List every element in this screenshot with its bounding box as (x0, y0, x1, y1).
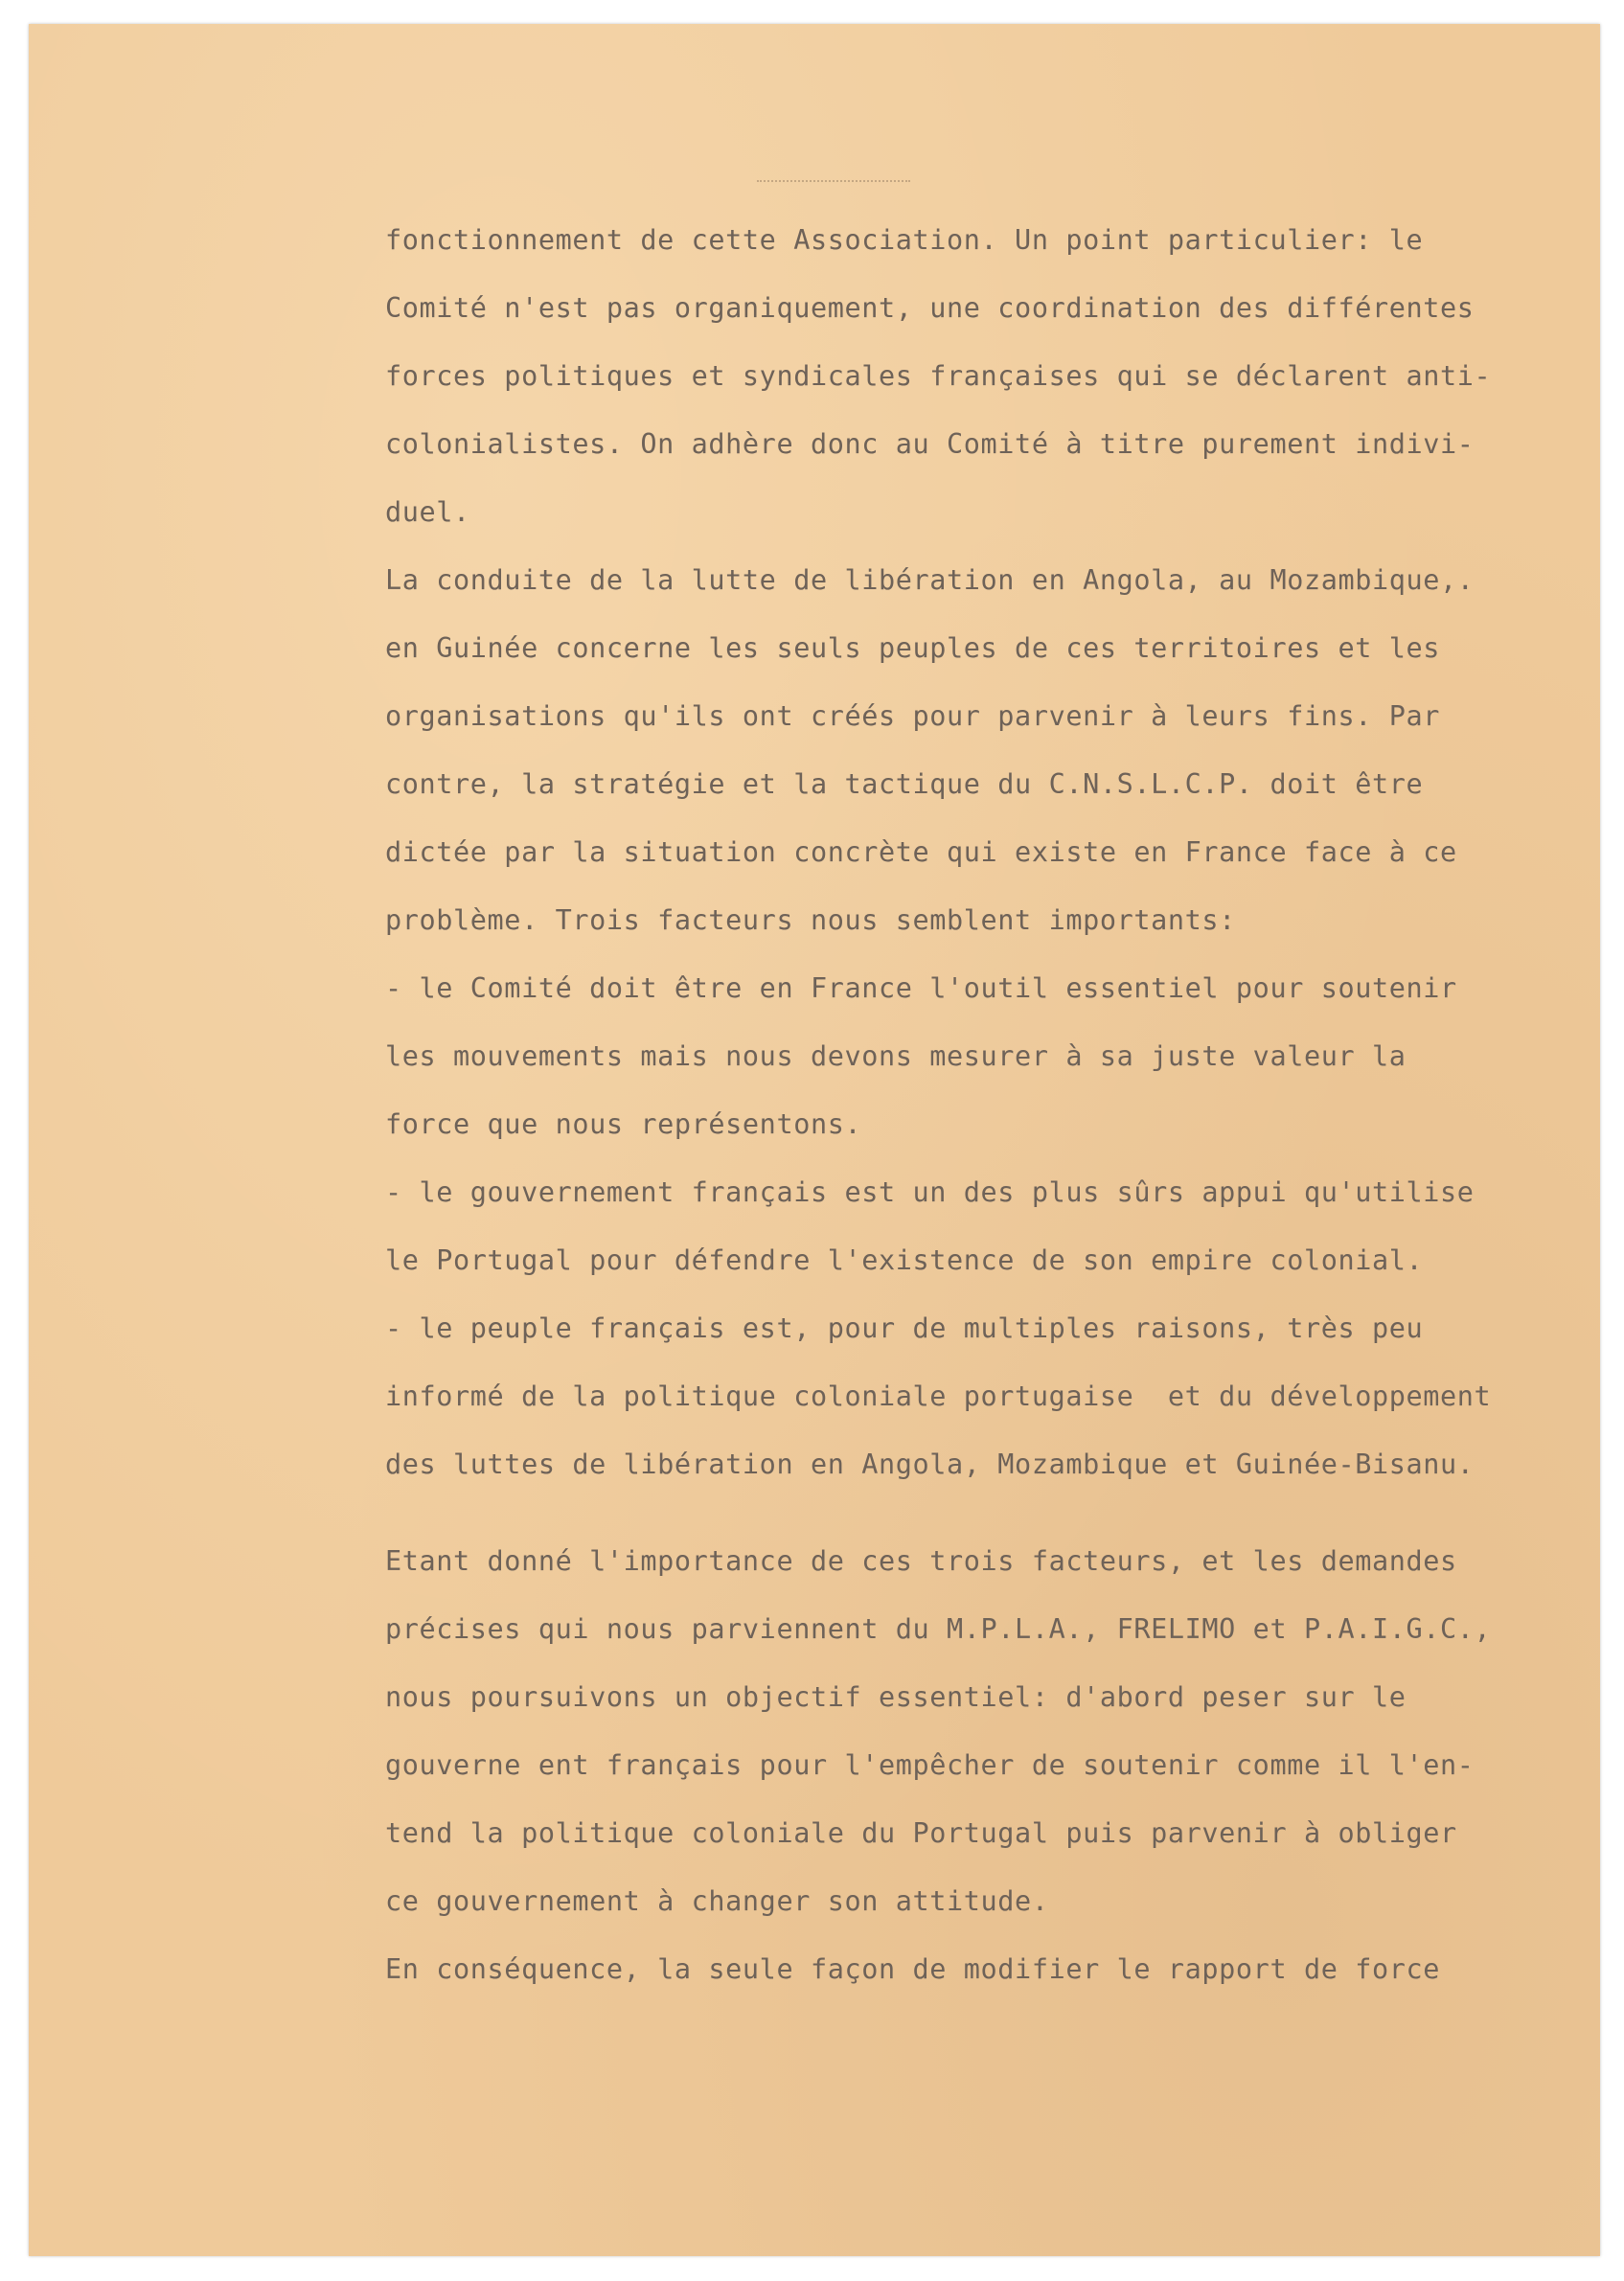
text-line: les mouvements mais nous devons mesurer à sa juste valeur la (385, 1040, 1407, 1072)
text-line: fonctionnement de cette Association. Un point particulier: le (385, 224, 1424, 256)
text-line: duel. (385, 496, 470, 528)
paragraph-gap (385, 1498, 1602, 1527)
text-line: ce gouvernement à changer son attitude. (385, 1885, 1049, 1917)
text-line: forces politiques et syndicales françaises qui se déclarent anti- (385, 360, 1492, 392)
text-line: force que nous représentons. (385, 1108, 862, 1140)
text-line: Etant donné l'importance de ces trois facteurs, et les demandes (385, 1545, 1457, 1577)
faint-typed-mark (757, 180, 910, 190)
text-line: contre, la stratégie et la tactique du C.N.S.L.C.P. doit être (385, 768, 1424, 800)
text-line: - le gouvernement français est un des plus sûrs appui qu'utilise (385, 1176, 1475, 1208)
text-line: informé de la politique coloniale portugaise et du développement (385, 1380, 1492, 1412)
text-line: organisations qu'ils ont créés pour parvenir à leurs fins. Par (385, 700, 1441, 732)
text-line: précises qui nous parviennent du M.P.L.A., FRELIMO et P.A.I.G.C., (385, 1613, 1492, 1645)
text-line: des luttes de libération en Angola, Mozambique et Guinée-Bisanu. (385, 1448, 1475, 1480)
text-line: le Portugal pour défendre l'existence de son empire colonial. (385, 1244, 1424, 1276)
text-line: gouverne ent français pour l'empêcher de soutenir comme il l'en- (385, 1749, 1475, 1781)
text-line: nous poursuivons un objectif essentiel: d'abord peser sur le (385, 1681, 1407, 1713)
text-line: La conduite de la lutte de libération en Angola, au Mozambique,. (385, 564, 1475, 596)
typescript-body (385, 206, 1602, 2003)
text-line: dictée par la situation concrète qui existe en France face à ce (385, 836, 1457, 868)
text-line: tend la politique coloniale du Portugal puis parvenir à obliger (385, 1817, 1457, 1849)
text-line: colonialistes. On adhère donc au Comité à titre purement indivi- (385, 428, 1475, 460)
text-line: - le Comité doit être en France l'outil essentiel pour soutenir (385, 972, 1457, 1004)
text-line: problème. Trois facteurs nous semblent importants: (385, 904, 1236, 936)
text-line: Comité n'est pas organiquement, une coordination des différentes (385, 292, 1475, 324)
text-line: en Guinée concerne les seuls peuples de ces territoires et les (385, 632, 1441, 664)
text-line: En conséquence, la seule façon de modifier le rapport de force (385, 1953, 1441, 1985)
text-line: - le peuple français est, pour de multiples raisons, très peu (385, 1312, 1424, 1344)
